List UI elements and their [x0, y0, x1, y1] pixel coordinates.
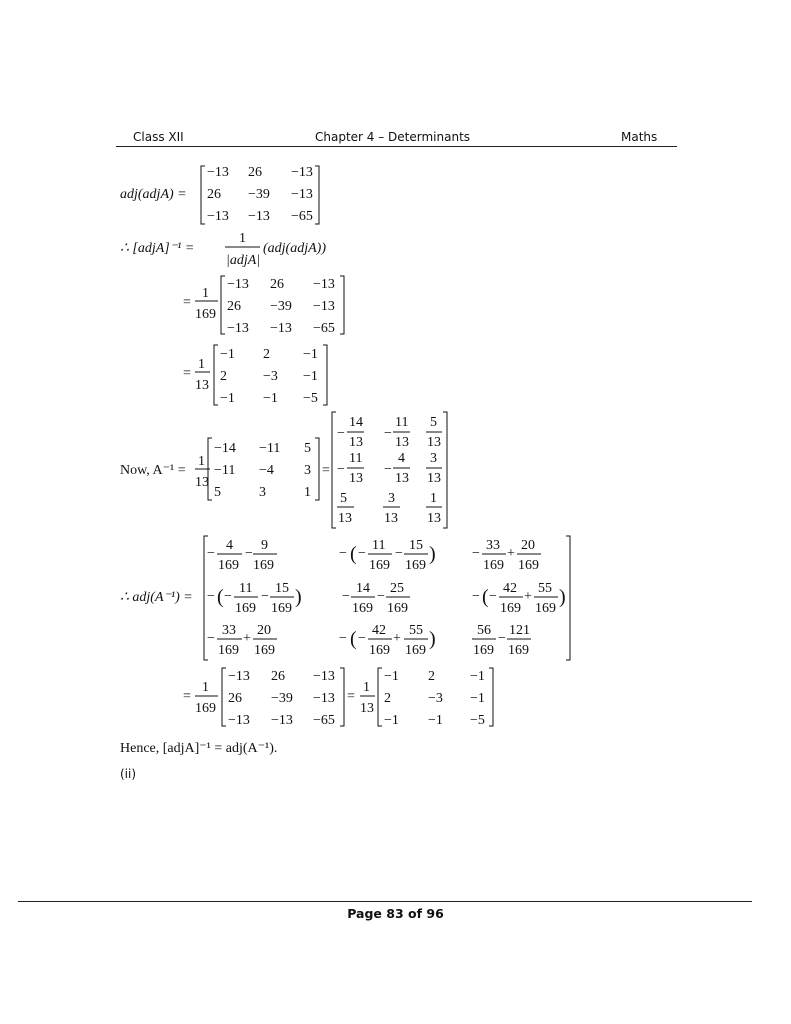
header-subject: Maths — [621, 130, 658, 144]
fraction-sign: − — [358, 546, 366, 561]
fraction-sign: − — [337, 462, 345, 477]
equals-sign: = — [183, 366, 191, 381]
matrix-cell — [339, 623, 436, 658]
matrix-cell: −13 — [313, 669, 335, 684]
fraction-numerator: 1 — [430, 491, 437, 506]
matrix-bracket-right — [315, 438, 319, 500]
equals-sign: = — [322, 463, 330, 478]
matrix-cell: −13 — [228, 713, 250, 728]
fraction-denominator: 169 — [500, 601, 521, 616]
fraction-denominator: 169 — [508, 643, 529, 658]
fraction-denominator: 169 — [218, 643, 239, 658]
fraction-denominator: 169 — [352, 601, 373, 616]
header-class: Class XII — [133, 130, 184, 144]
fraction-sign: − — [339, 546, 347, 561]
matrix-cell: −13 — [313, 691, 335, 706]
fraction-denominator: 169 — [195, 701, 216, 716]
fraction-sign: − — [358, 631, 366, 646]
fraction-numerator: 11 — [239, 581, 253, 596]
paren: ) — [429, 628, 436, 650]
matrix-cell: −13 — [228, 669, 250, 684]
fraction-numerator: 55 — [409, 623, 423, 638]
fraction-numerator: 25 — [390, 581, 404, 596]
fraction-sign: − — [489, 589, 497, 604]
matrix-bracket-left — [222, 668, 226, 726]
matrix-cell — [207, 538, 277, 573]
matrix-bracket-left — [221, 276, 225, 334]
fraction-numerator: 14 — [356, 581, 370, 596]
matrix-cell: −3 — [428, 691, 443, 706]
fraction-denominator: 169 — [218, 558, 239, 573]
fraction-numerator: 3 — [388, 491, 395, 506]
now-label: Now, A⁻¹ = — [120, 463, 186, 478]
matrix-cell: −39 — [270, 299, 292, 314]
matrix-cell: −3 — [263, 369, 278, 384]
fraction-denominator: 13 — [427, 471, 441, 486]
matrix-cell: 26 — [248, 165, 262, 180]
fraction-numerator: 1 — [363, 680, 370, 695]
matrix-bracket-right — [323, 345, 327, 405]
fraction-numerator: 3 — [430, 451, 437, 466]
matrix-cell: −4 — [259, 463, 274, 478]
fraction-denominator: 13 — [195, 378, 209, 393]
fraction-sign: − — [342, 589, 350, 604]
matrix-cell: −1 — [384, 669, 399, 684]
matrix-cell: −1 — [220, 391, 235, 406]
matrix-cell: −1 — [220, 347, 235, 362]
matrix-cell: 26 — [207, 187, 221, 202]
matrix-cell: 3 — [259, 485, 266, 500]
adj-adjA-paren: (adj(adjA)) — [263, 241, 326, 256]
fraction-denominator: 169 — [483, 558, 504, 573]
matrix-cell: −65 — [313, 321, 335, 336]
fraction-sign: − — [207, 546, 215, 561]
matrix-bracket-left — [201, 166, 205, 224]
paren: ( — [350, 628, 357, 650]
fraction-denominator: 13 — [349, 435, 363, 450]
matrix-cell: −13 — [207, 209, 229, 224]
matrix-cell — [207, 623, 277, 658]
fraction-denominator: 13 — [427, 511, 441, 526]
fraction-denominator: 169 — [369, 643, 390, 658]
equals-sign: = — [347, 689, 355, 704]
fraction-numerator: 20 — [521, 538, 535, 553]
matrix-cell: −1 — [428, 713, 443, 728]
fraction-denominator: 169 — [387, 601, 408, 616]
matrix-bracket-right — [489, 668, 493, 726]
matrix-cell — [339, 538, 436, 573]
matrix-cell: −1 — [303, 347, 318, 362]
matrix-cell: 26 — [270, 277, 284, 292]
matrix-cell: −11 — [214, 463, 236, 478]
fraction-numerator: 5 — [340, 491, 347, 506]
matrix-cell: −13 — [270, 321, 292, 336]
fraction-sign: − — [472, 589, 480, 604]
fraction-numerator: 4 — [226, 538, 233, 553]
matrix-cell: −13 — [291, 165, 313, 180]
matrix-bracket-right — [566, 536, 570, 660]
matrix-bracket-left — [332, 412, 336, 528]
matrix-cell: 5 — [214, 485, 221, 500]
fraction-sign: − — [498, 631, 506, 646]
fraction-numerator: 121 — [509, 623, 530, 638]
fraction-denominator: 169 — [253, 558, 274, 573]
matrix-cell: −11 — [259, 441, 281, 456]
fraction-numerator: 56 — [477, 623, 491, 638]
matrix-cell: −1 — [470, 669, 485, 684]
fraction-denominator: 13 — [360, 701, 374, 716]
fraction-sign: − — [245, 546, 253, 561]
adj-adjA-lhs: adj(adjA) = — [120, 187, 187, 202]
fraction-denominator: 169 — [235, 601, 256, 616]
fraction-numerator: 15 — [275, 581, 289, 596]
fraction-numerator: 42 — [503, 581, 517, 596]
fraction-numerator: 1 — [202, 286, 209, 301]
matrix-cell: −13 — [271, 713, 293, 728]
fraction-denominator: 13 — [427, 435, 441, 450]
fraction-numerator: 9 — [261, 538, 268, 553]
fraction-numerator: 1 — [198, 357, 205, 372]
adj-A-inv-lhs: ∴ adj(A⁻¹) = — [120, 590, 193, 605]
equals-sign: = — [183, 295, 191, 310]
matrix-cell — [472, 538, 541, 573]
header-chapter: Chapter 4 – Determinants — [315, 130, 471, 144]
matrix-cell: −1 — [263, 391, 278, 406]
fraction-numerator: 14 — [349, 415, 363, 430]
fraction-numerator: 4 — [398, 451, 405, 466]
paren: ) — [559, 586, 566, 608]
matrix-cell — [342, 581, 410, 616]
conclusion: Hence, [adjA]⁻¹ = adj(A⁻¹). — [120, 741, 278, 756]
fraction-numerator: 33 — [222, 623, 236, 638]
fraction-denominator: 169 — [518, 558, 539, 573]
matrix-cell — [472, 623, 531, 658]
fraction-denominator: 169 — [405, 643, 426, 658]
fraction-denominator: 169 — [254, 643, 275, 658]
fraction-sign: − — [224, 589, 232, 604]
fraction-denominator: 13 — [384, 511, 398, 526]
part-label: (ii) — [120, 767, 137, 781]
matrix-cell: 2 — [428, 669, 435, 684]
fraction-sign: − — [384, 462, 392, 477]
fraction-sign: − — [377, 589, 385, 604]
fraction-numerator: 1 — [198, 454, 205, 469]
matrix-cell: −1 — [303, 369, 318, 384]
matrix-bracket-right — [315, 166, 319, 224]
paren: ( — [350, 543, 357, 565]
fraction-denominator: 13 — [195, 475, 209, 490]
fraction-denominator: 169 — [535, 601, 556, 616]
matrix-cell: −13 — [313, 277, 335, 292]
fraction-sign: + — [524, 589, 532, 604]
fraction-sign: − — [337, 426, 345, 441]
matrix-cell — [207, 581, 302, 616]
matrix-cell: 2 — [220, 369, 227, 384]
fraction-numerator: 42 — [372, 623, 386, 638]
matrix-cell: −13 — [227, 321, 249, 336]
page-number: Page 83 of 96 — [347, 906, 444, 921]
matrix-cell: 2 — [263, 347, 270, 362]
matrix-bracket-right — [443, 412, 447, 528]
fraction-sign: + — [393, 631, 401, 646]
paren: ) — [429, 543, 436, 565]
matrix-cell: 1 — [304, 485, 311, 500]
fraction-numerator: 5 — [430, 415, 437, 430]
fraction-denominator: 169 — [473, 643, 494, 658]
fraction-sign: − — [472, 546, 480, 561]
fraction-numerator: 20 — [257, 623, 271, 638]
fraction-sign: − — [261, 589, 269, 604]
fraction-denominator: 169 — [271, 601, 292, 616]
matrix-cell: 26 — [228, 691, 242, 706]
paren: ) — [295, 586, 302, 608]
matrix-cell: −13 — [227, 277, 249, 292]
matrix-cell: −65 — [291, 209, 313, 224]
matrix-cell: −5 — [470, 713, 485, 728]
matrix-cell — [472, 581, 566, 616]
fraction-sign: + — [243, 631, 251, 646]
fraction-numerator: 1 — [202, 680, 209, 695]
matrix-bracket-right — [340, 668, 344, 726]
fraction-sign: + — [507, 546, 515, 561]
fraction-denominator: 13 — [395, 471, 409, 486]
fraction-sign: − — [395, 546, 403, 561]
matrix-bracket-left — [214, 345, 218, 405]
fraction-numerator: 33 — [486, 538, 500, 553]
paren: ( — [482, 586, 489, 608]
matrix-cell: −39 — [271, 691, 293, 706]
fraction-denominator: 169 — [195, 307, 216, 322]
footer-rule — [18, 901, 752, 902]
equals-sign: = — [183, 689, 191, 704]
matrix-bracket-right — [340, 276, 344, 334]
fraction-denominator: 13 — [338, 511, 352, 526]
matrix-cell: −65 — [313, 713, 335, 728]
fraction-numerator: 11 — [395, 415, 409, 430]
fraction-numerator: 55 — [538, 581, 552, 596]
fraction-denominator: 13 — [395, 435, 409, 450]
fraction-numerator: 1 — [239, 231, 246, 246]
fraction-numerator: 15 — [409, 538, 423, 553]
matrix-cell: 26 — [271, 669, 285, 684]
fraction-sign: − — [207, 589, 215, 604]
matrix-cell: −1 — [384, 713, 399, 728]
matrix-cell: −13 — [313, 299, 335, 314]
matrix-cell: −5 — [303, 391, 318, 406]
matrix-cell: −13 — [291, 187, 313, 202]
fraction-numerator: 11 — [349, 451, 363, 466]
matrix-cell: 5 — [304, 441, 311, 456]
matrix-cell: −13 — [248, 209, 270, 224]
inverse-adj-lhs: ∴ [adjA]⁻¹ = — [120, 241, 195, 256]
fraction-denominator: 169 — [369, 558, 390, 573]
fraction-sign: − — [339, 631, 347, 646]
paren: ( — [217, 586, 224, 608]
fraction-sign: − — [207, 631, 215, 646]
matrix-cell: −14 — [214, 441, 236, 456]
matrix-bracket-left — [378, 668, 382, 726]
matrix-cell: 3 — [304, 463, 311, 478]
matrix-cell: −1 — [470, 691, 485, 706]
fraction-denominator: 169 — [405, 558, 426, 573]
matrix-cell: −39 — [248, 187, 270, 202]
matrix-cell: −13 — [207, 165, 229, 180]
fraction-numerator: 11 — [372, 538, 386, 553]
fraction-denominator: 13 — [349, 471, 363, 486]
fraction-sign: − — [384, 426, 392, 441]
fraction-denominator: |adjA| — [226, 253, 261, 268]
matrix-cell: 26 — [227, 299, 241, 314]
matrix-cell: 2 — [384, 691, 391, 706]
